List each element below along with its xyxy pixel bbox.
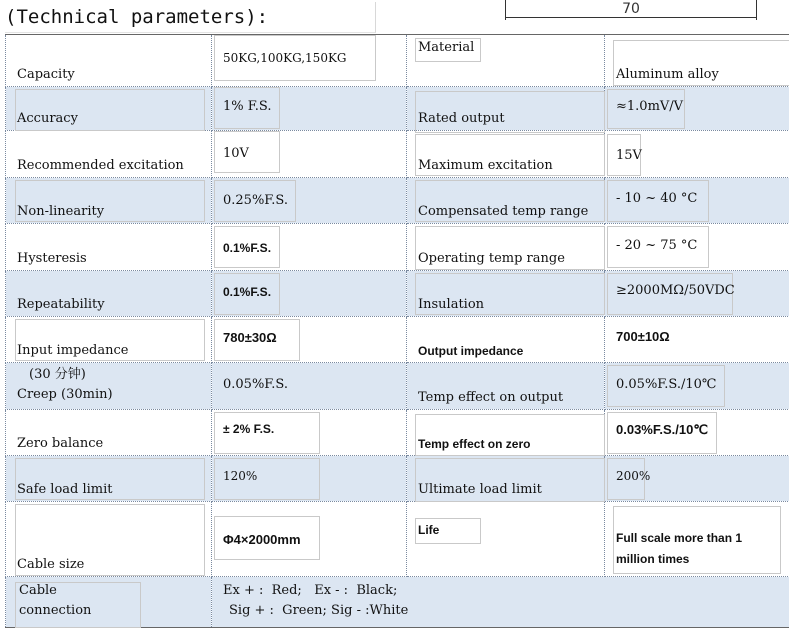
param-label: Recommended excitation [17, 158, 184, 173]
cable-connection [223, 581, 408, 621]
param-value: 50KG,100KG,150KG [223, 51, 347, 65]
param-label-cn: (30 分钟) [17, 365, 113, 385]
life-value-line2: million times [616, 549, 742, 570]
param-label: Life [418, 523, 439, 537]
param-value: - 10 ~ 40 °C [616, 191, 697, 206]
cable-label-line1: Cable [19, 581, 91, 601]
table-row [6, 410, 789, 456]
param-label-cell [407, 35, 605, 87]
param-value: 15V [616, 148, 642, 163]
cable-line-excitation: Ex + : Red; Ex - : Black; [223, 581, 408, 601]
param-label: Cable size [17, 557, 84, 572]
param-label: Hysteresis [17, 251, 87, 266]
param-label: Material [418, 40, 474, 55]
section-title: (Technical parameters): [5, 2, 376, 33]
table-row [6, 502, 789, 577]
param-label-cell [6, 35, 212, 87]
parameters-table [5, 34, 789, 628]
table-row [6, 363, 789, 410]
param-label: Creep (30min) [17, 385, 113, 405]
table-row [6, 317, 789, 363]
param-value: 0.05%F.S. [223, 377, 288, 392]
param-label: Temp effect on zero [418, 437, 530, 451]
param-value: - 20 ~ 75 °C [616, 238, 697, 253]
param-value-cell [212, 35, 407, 87]
param-label: Repeatability [17, 297, 105, 312]
table-row [6, 456, 789, 502]
param-value: 0.25%F.S. [223, 193, 288, 208]
table-row [6, 224, 789, 271]
param-value: 0.1%F.S. [223, 285, 271, 299]
param-label: Insulation [418, 297, 484, 312]
param-label: Safe load limit [17, 482, 113, 497]
cable-label [19, 581, 91, 621]
param-label: Capacity [17, 67, 75, 82]
param-value: Φ4×2000mm [223, 532, 301, 547]
table-row [6, 178, 789, 224]
cable-line-signal: Sig + : Green; Sig - :White [223, 601, 408, 621]
life-value-line1: Full scale more than 1 [616, 528, 742, 549]
param-label: Output impedance [418, 344, 523, 358]
param-value: 780±30Ω [223, 330, 277, 345]
param-label: Ultimate load limit [418, 482, 542, 497]
param-value: 0.03%F.S./10℃ [616, 422, 708, 438]
param-value-cell [605, 35, 789, 87]
param-value: 10V [223, 146, 249, 161]
param-label: Operating temp range [418, 251, 565, 266]
table-row [6, 35, 789, 87]
dimension-callout [505, 0, 757, 20]
param-value: ± 2% F.S. [223, 422, 274, 436]
param-label: Temp effect on output [418, 390, 563, 405]
param-value: ≈1.0mV/V [616, 99, 683, 114]
cable-label-line2: connection [19, 601, 91, 621]
param-label: Rated output [418, 111, 505, 126]
creep-label-stack [17, 365, 113, 405]
cable-connection-cell [212, 577, 789, 628]
param-label: Input impedance [17, 343, 128, 358]
table-row [6, 577, 789, 628]
param-value: Aluminum alloy [616, 67, 719, 82]
life-value [616, 528, 742, 570]
param-value: 700±10Ω [616, 329, 670, 344]
param-value: ≥2000MΩ/50VDC [616, 283, 735, 298]
param-label: Zero balance [17, 436, 103, 451]
param-label: Compensated temp range [418, 204, 588, 219]
param-value: 200% [616, 469, 650, 483]
table-row [6, 131, 789, 178]
param-label: Accuracy [17, 111, 78, 126]
param-value: 120% [223, 469, 257, 483]
param-label: Non-linearity [17, 204, 104, 219]
table-row [6, 271, 789, 317]
param-value: 0.1%F.S. [223, 241, 271, 255]
table-row [6, 87, 789, 131]
dimension-value: 70 [505, 0, 757, 18]
param-value: 0.05%F.S./10℃ [616, 377, 716, 392]
param-label: Maximum excitation [418, 158, 553, 173]
param-value: 1% F.S. [223, 99, 271, 114]
